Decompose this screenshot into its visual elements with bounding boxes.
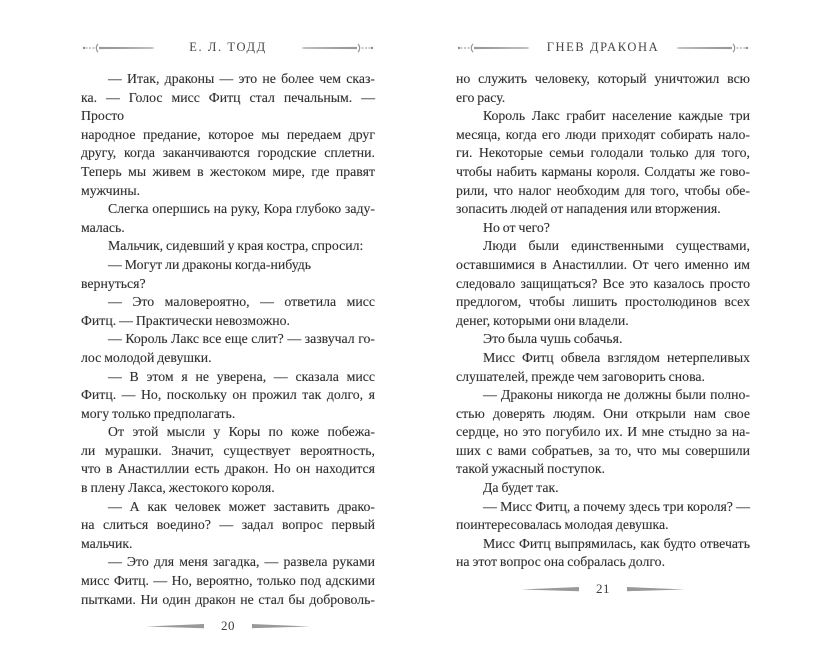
text-line: в плену Лакса, жестокого короля. — [81, 480, 275, 496]
paragraph — [456, 107, 750, 219]
paragraph — [81, 423, 375, 497]
left-running-header — [81, 40, 375, 55]
text-line: — Это для меня загадка, — развела руками — [108, 554, 375, 570]
text-line: сердце, но это погубило их. И мне стыдно за на- — [456, 424, 750, 440]
text-line: поинтересовалась молодая девушка. — [456, 517, 669, 533]
paragraph — [456, 479, 750, 498]
left-page — [81, 40, 375, 634]
paragraph — [456, 349, 750, 386]
text-line: народное предание, которое мы передаем друг — [81, 126, 375, 142]
running-header-author: Е. Л. ТОДД — [189, 40, 267, 54]
text-line: мужчины. — [81, 182, 141, 198]
paragraph — [81, 330, 375, 367]
right-running-header — [456, 40, 750, 55]
paragraph — [81, 200, 375, 237]
text-line: Мисс Фитц выпрямилась, как будто отвечать — [483, 535, 750, 551]
paragraph — [456, 386, 750, 479]
text-line: на этот вопрос она собралась долго. — [456, 554, 666, 570]
text-line: Теперь мы живем в жестоком мире, где правят — [81, 163, 375, 179]
text-line: следовало защищаться? Все это казалось просто — [456, 275, 750, 291]
text-line: — Драконы никогда не должны были полно- — [483, 387, 750, 403]
text-line: пытками. Ни один дракон не стал бы доброволь- — [81, 591, 375, 607]
text-line: — Итак, драконы — это не более чем сказ- — [108, 71, 375, 86]
footer-rule-right-icon — [627, 586, 685, 593]
sword-ornament-right-icon — [675, 43, 749, 53]
text-line: лос молодой девушки. — [81, 349, 212, 365]
paragraph — [81, 498, 375, 554]
text-line: Люди были единственными существами, — [483, 238, 750, 254]
footer-rule-left-icon — [521, 586, 579, 593]
text-line: Фитц. — Но, поскольку он прожил так долго, я — [81, 387, 375, 403]
text-line: — Мисс Фитц, а почему здесь три короля? — — [483, 498, 750, 514]
text-line: на слиться воедино? — задал вопрос первый — [81, 517, 375, 533]
right-page — [456, 40, 750, 597]
text-line: ка. — Голос мисс Фитц стал печальным. — Просто — [81, 89, 375, 124]
text-line: Король Лакс грабит население каждые три — [483, 108, 750, 124]
text-line: Фитц. — Практически невозможно. — [81, 312, 290, 328]
text-line: Но от чего? — [483, 219, 550, 235]
text-line: зопасить людей от нападения или вторжения. — [456, 201, 721, 217]
paragraph — [456, 237, 750, 330]
text-line: — В этом я не уверена, — сказала мисс — [108, 368, 375, 384]
text-line: — А как человек может заставить драко- — [108, 498, 375, 514]
text-line: От этой мысли у Коры по коже побежа- — [108, 424, 375, 440]
sword-ornament-right-icon — [300, 43, 374, 53]
text-line: стью доверять людям. Они открыли нам свое — [456, 405, 750, 421]
footer-rule-right-icon — [252, 623, 310, 630]
text-line: Слегка опершись на руку, Кора глубоко заду- — [108, 201, 375, 217]
right-page-text — [456, 70, 750, 572]
text-line: могу только предполагать. — [81, 405, 236, 421]
text-line: его расу. — [456, 89, 506, 105]
footer-rule-left-icon — [146, 623, 204, 630]
right-page-footer — [456, 581, 750, 597]
paragraph — [81, 293, 375, 330]
text-line: слушателей, прежде чем заговорить снова. — [456, 368, 705, 384]
left-page-footer — [81, 618, 375, 634]
text-line: мисс Фитц. — Но, вероятно, только под адскими — [81, 573, 375, 589]
text-line: Да будет так. — [483, 480, 559, 496]
text-line: ли мурашки. Значит, существует вероятность, — [81, 442, 375, 458]
sword-ornament-left-icon — [82, 43, 156, 53]
paragraph — [81, 237, 375, 256]
paragraph — [456, 219, 750, 238]
text-line: такой ужасный поступок. — [456, 461, 605, 477]
paragraph — [81, 553, 375, 609]
text-line: Мисс Фитц обвела взглядом нетерпеливых — [483, 349, 750, 365]
text-line: месяца, когда его люди приходят собирать нало- — [456, 126, 750, 142]
text-line: предлогом, чтобы лишить простолюдинов всех — [456, 294, 750, 310]
paragraph — [81, 368, 375, 424]
left-page-text — [81, 70, 375, 609]
text-line: чтобы набить карманы короля. Солдаты же гово- — [456, 163, 750, 179]
paragraph — [81, 70, 375, 200]
text-line: что в Анастиллии есть дракон. Но он находится — [81, 461, 375, 477]
text-line: оставшимися в Анастиллии. От чего именно им — [456, 256, 750, 272]
sword-ornament-left-icon — [457, 43, 531, 53]
paragraph — [456, 330, 750, 349]
text-line: денег, которыми они владели. — [456, 312, 629, 328]
text-line: ги. Некоторые семьи голодали только для того, — [456, 145, 750, 161]
page-number: 21 — [596, 581, 610, 597]
text-line: ших с вами собратьев, за то, что мы совершили — [456, 442, 750, 458]
text-line: но служить человеку, который уничтожил всю — [456, 71, 750, 86]
text-line: — Это маловероятно, — ответила мисс — [108, 294, 375, 310]
text-line: Это была чушь собачья. — [483, 331, 623, 347]
paragraph — [456, 498, 750, 535]
text-line: — Могут ли драконы когда-нибудь вернуться? — [81, 256, 312, 291]
text-line: мальчик. — [81, 535, 133, 551]
text-line: малась. — [81, 219, 125, 235]
paragraph — [81, 256, 375, 293]
paragraph — [456, 535, 750, 572]
running-header-book-title: ГНЕВ ДРАКОНА — [546, 40, 660, 54]
paragraph — [456, 70, 750, 107]
text-line: другу, когда заканчиваются городские сплетни. — [81, 145, 375, 161]
text-line: Мальчик, сидевший у края костра, спросил: — [108, 238, 364, 254]
text-line: рили, что налог необходим для того, чтобы обе- — [456, 182, 750, 198]
page-number: 20 — [221, 618, 235, 634]
text-line: — Король Лакс все еще слит? — зазвучал го- — [108, 331, 375, 347]
